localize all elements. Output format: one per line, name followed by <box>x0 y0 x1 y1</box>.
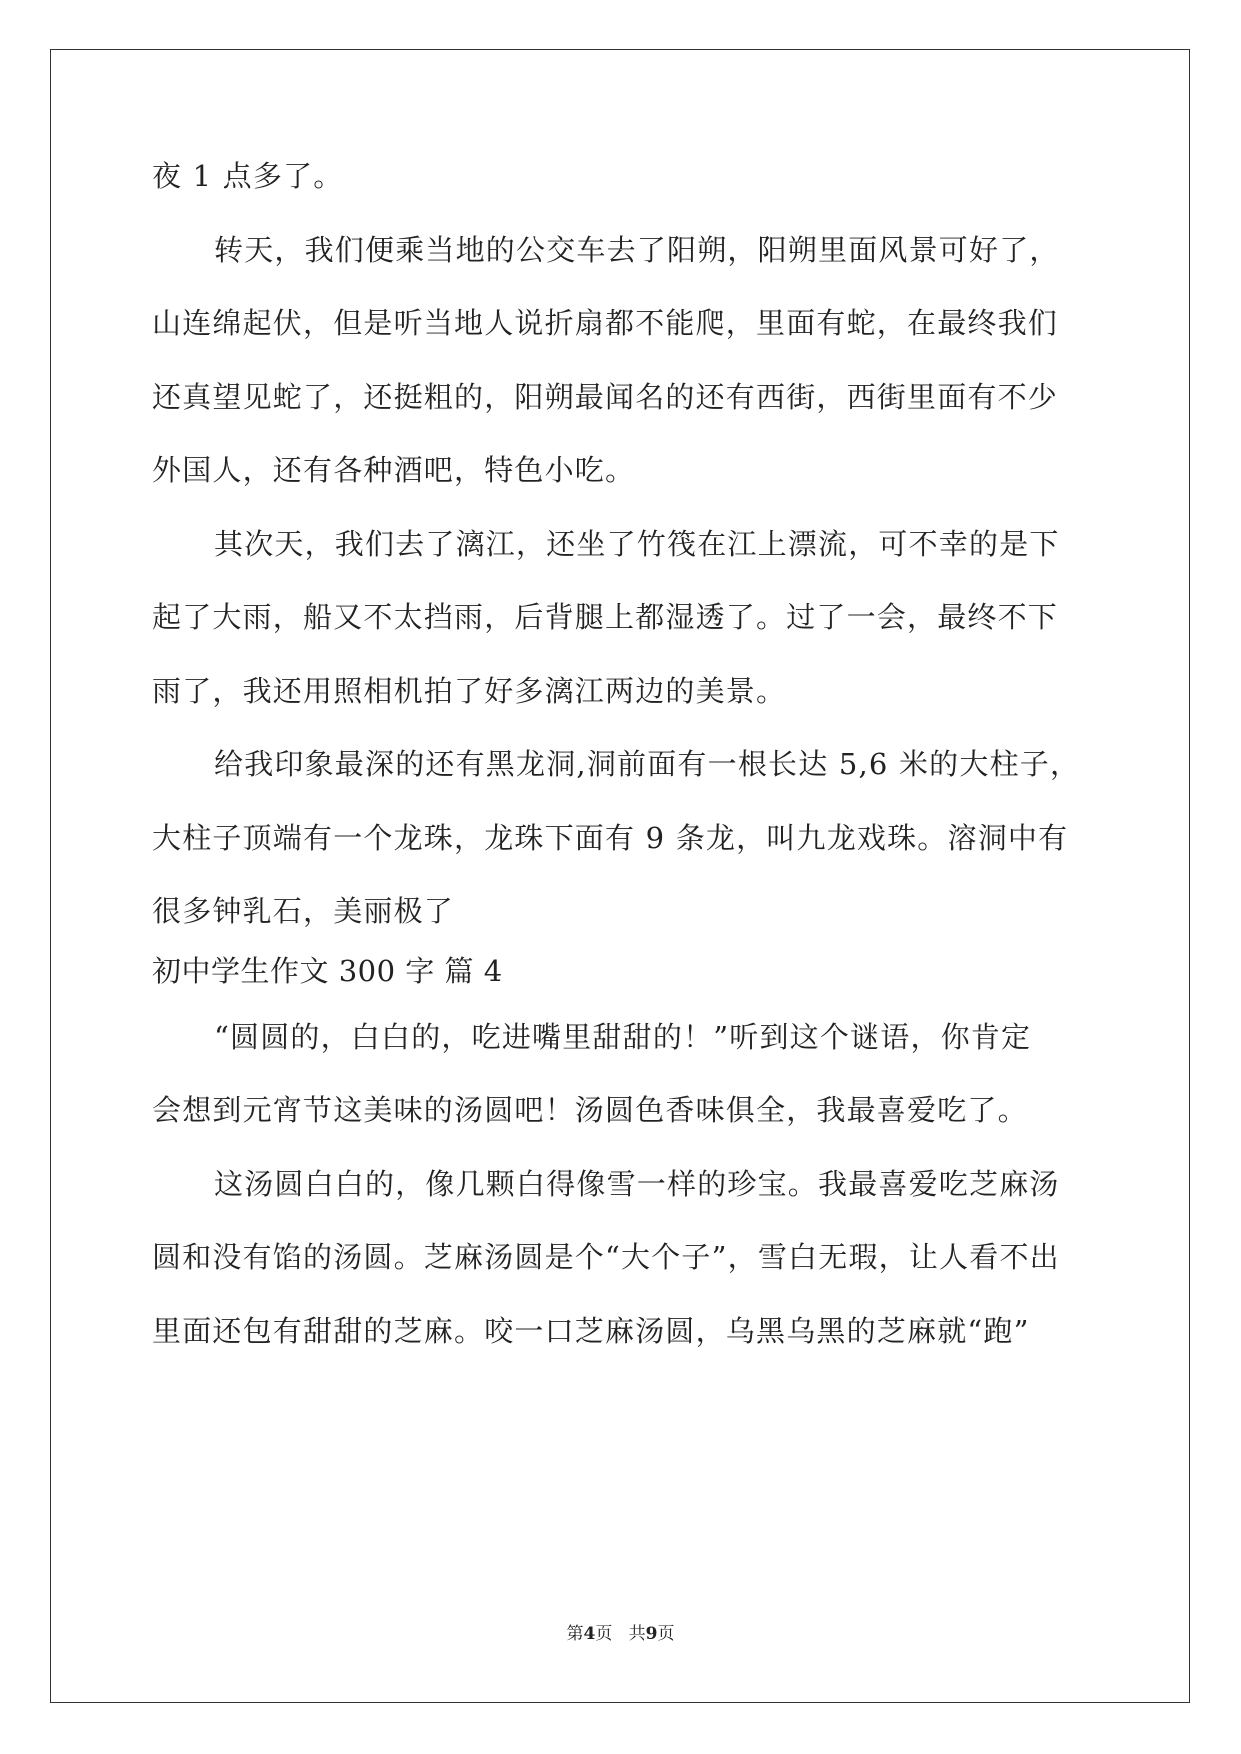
total-page-count: 9 <box>645 1624 658 1644</box>
text-line: 大柱子顶端有一个龙珠，龙珠下面有 9 条龙，叫九龙戏珠。溶洞中有 <box>152 821 1069 855</box>
current-page-number: 4 <box>583 1624 596 1644</box>
text-line: 圆和没有馅的汤圆。芝麻汤圆是个“大个子”，雪白无瑕，让人看不出 <box>152 1240 1060 1274</box>
text-line: 会想到元宵节这美味的汤圆吧！汤圆色香味俱全，我最喜爱吃了。 <box>152 1093 1028 1127</box>
footer-total-prefix: 共 <box>628 1624 646 1644</box>
text-line: 很多钟乳石，美丽极了 <box>152 894 455 928</box>
text-line: 里面还包有甜甜的芝麻。咬一口芝麻汤圆，乌黑乌黑的芝麻就“跑” <box>152 1314 1030 1348</box>
footer-total-unit: 页 <box>657 1624 675 1644</box>
page-border <box>50 49 1190 1703</box>
footer-prefix: 第 <box>566 1624 584 1644</box>
page-footer <box>0 1622 1241 1646</box>
text-line: 转天，我们便乘当地的公交车去了阳朔，阳朔里面风景可好了， <box>214 233 1060 267</box>
section-heading: 初中学生作文 300 字 篇 4 <box>152 954 503 988</box>
text-line: 起了大雨，船又不太挡雨，后背腿上都湿透了。过了一会，最终不下 <box>152 600 1059 634</box>
text-line: 山连绵起伏，但是听当地人说折扇都不能爬，里面有蛇，在最终我们 <box>152 306 1059 340</box>
text-line: 夜 1 点多了。 <box>152 159 344 193</box>
footer-page-unit: 页 <box>595 1624 613 1644</box>
text-line: “圆圆的，白白的，吃进嘴里甜甜的！”听到这个谜语，你肯定 <box>214 1020 1032 1054</box>
text-line: 还真望见蛇了，还挺粗的，阳朔最闻名的还有西街，西街里面有不少 <box>152 380 1059 414</box>
text-line: 外国人，还有各种酒吧，特色小吃。 <box>152 453 636 487</box>
text-line: 雨了，我还用照相机拍了好多漓江两边的美景。 <box>152 674 787 708</box>
text-line: 这汤圆白白的，像几颗白得像雪一样的珍宝。我最喜爱吃芝麻汤 <box>214 1167 1060 1201</box>
text-line: 给我印象最深的还有黑龙洞,洞前面有一根长达 5,6 米的大柱子， <box>214 747 1081 781</box>
text-line: 其次天，我们去了漓江，还坐了竹筏在江上漂流，可不幸的是下 <box>214 527 1060 561</box>
